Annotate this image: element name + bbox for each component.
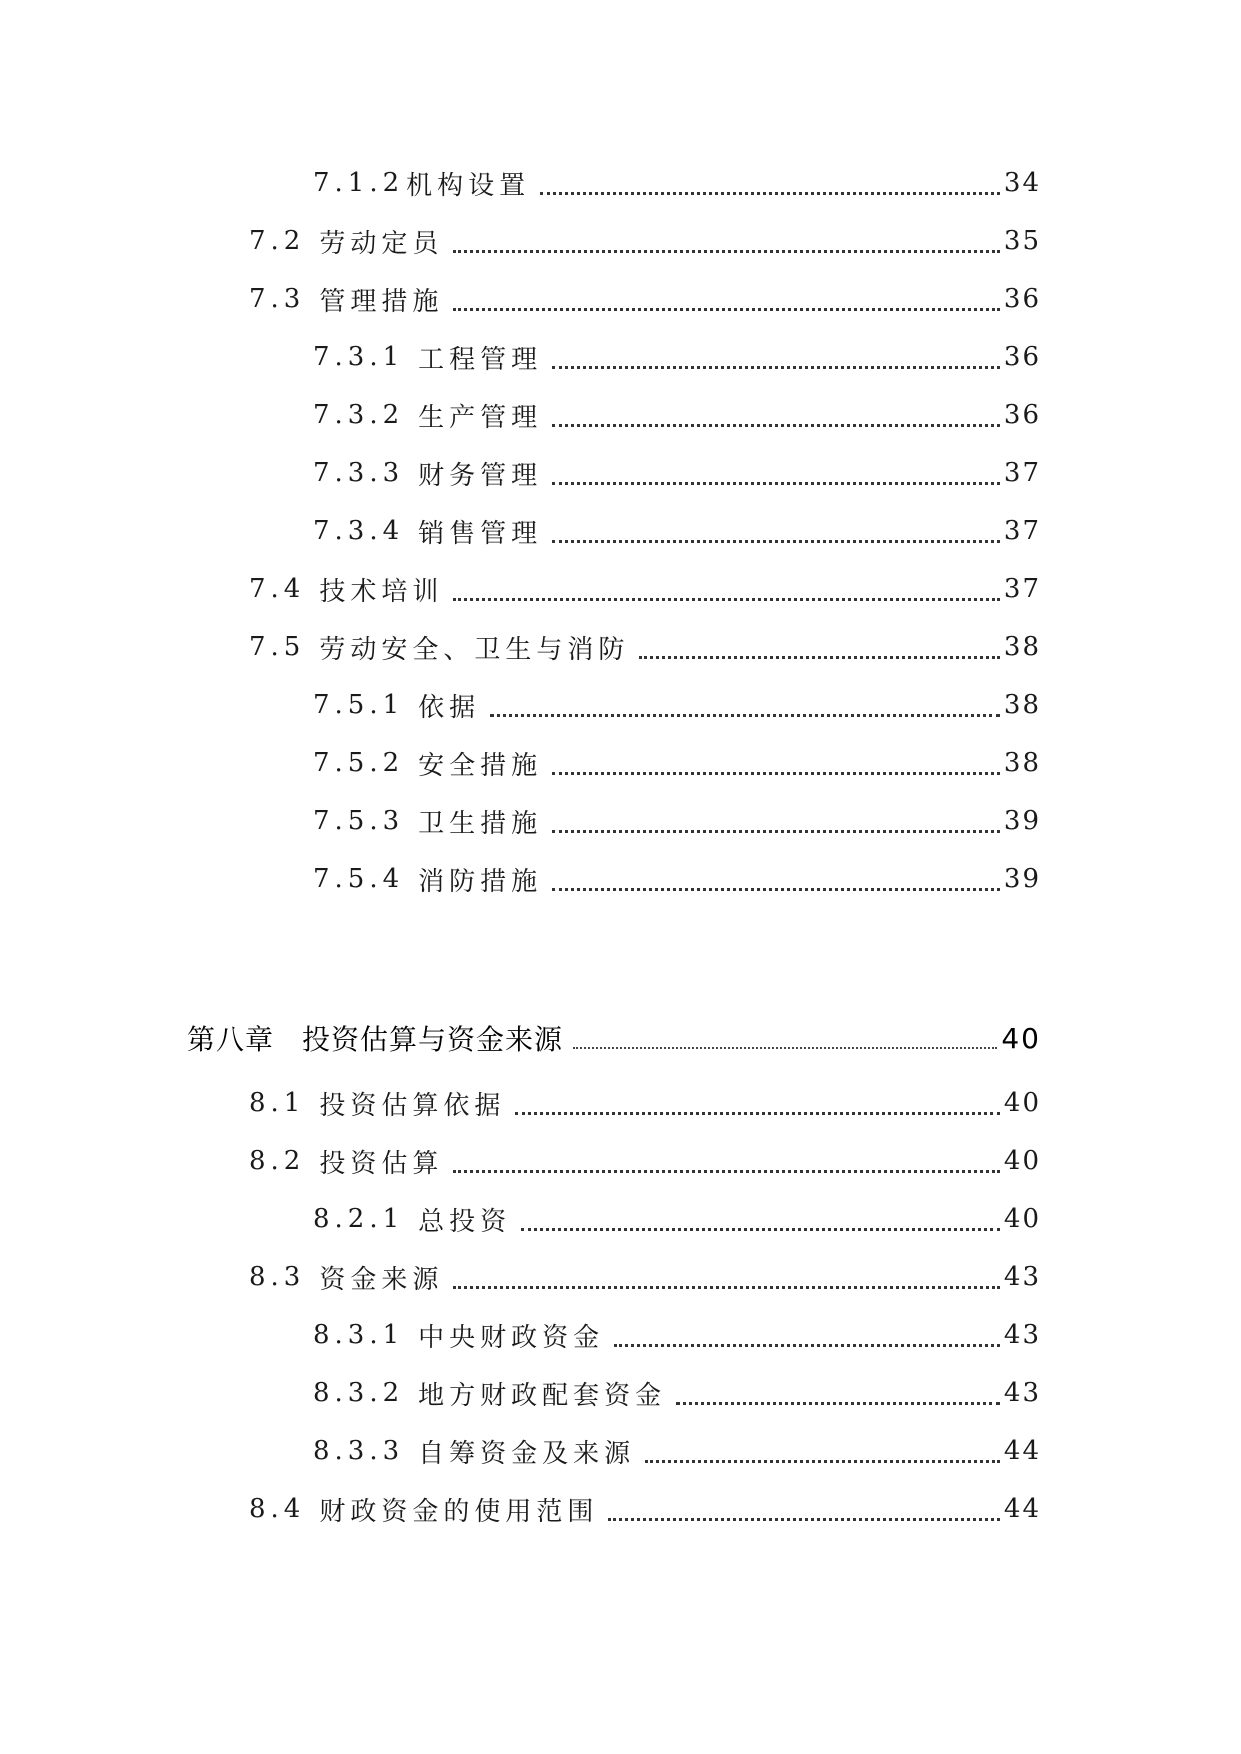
section-number: 7.1.2 (313, 168, 405, 198)
toc-entry-7-5-2[interactable] (313, 743, 1041, 783)
dot-leader (453, 598, 1000, 601)
section-title: 劳动安全、卫生与消防 (319, 634, 630, 665)
chapter-number: 第八章 (187, 1023, 275, 1056)
section-title: 财政资金的使用范围 (319, 1496, 599, 1527)
page-number: 39 (1003, 806, 1041, 836)
toc-entry-8-3-1[interactable] (313, 1315, 1041, 1355)
section-title: 依据 (418, 692, 481, 723)
section-title: 财务管理 (418, 460, 543, 491)
section-title: 投资估算 (319, 1148, 444, 1179)
dot-leader (521, 1228, 1000, 1231)
chapter-title: 投资估算与资金来源 (302, 1023, 564, 1056)
section-title: 劳动定员 (319, 228, 444, 259)
page-number: 43 (1003, 1262, 1041, 1292)
page-number: 43 (1003, 1378, 1041, 1408)
dot-leader (490, 714, 1000, 717)
dot-leader (552, 772, 1000, 775)
section-title: 工程管理 (418, 344, 543, 375)
dot-leader (676, 1402, 1000, 1405)
toc-entry-8-1[interactable] (249, 1083, 1041, 1123)
section-title: 资金来源 (319, 1264, 444, 1295)
section-number: 8.3.1 (313, 1320, 405, 1350)
toc-entry-chapter-8[interactable] (187, 1018, 1041, 1058)
page-number: 38 (1003, 748, 1041, 778)
section-number: 7.3 (249, 284, 306, 314)
section-number: 7.4 (249, 574, 306, 604)
toc-entry-7-3-3[interactable] (313, 453, 1041, 493)
section-number: 7.5.2 (313, 748, 405, 778)
section-number: 8.3 (249, 1262, 306, 1292)
section-number: 8.4 (249, 1494, 306, 1524)
page-number: 36 (1003, 284, 1041, 314)
toc-entry-7-3-2[interactable] (313, 395, 1041, 435)
page-number: 37 (1003, 574, 1041, 604)
toc-entry-7-3[interactable] (249, 279, 1041, 319)
page-number: 36 (1003, 342, 1041, 372)
page-number: 39 (1003, 864, 1041, 894)
section-number: 7.3.1 (313, 342, 405, 372)
page-number: 43 (1003, 1320, 1041, 1350)
dot-leader (552, 482, 1000, 485)
page-number: 38 (1003, 690, 1041, 720)
section-number: 8.2 (249, 1146, 306, 1176)
page-number: 40 (1003, 1204, 1041, 1234)
page-number: 44 (1003, 1436, 1041, 1466)
section-title: 自筹资金及来源 (418, 1438, 636, 1469)
section-title: 管理措施 (319, 286, 444, 317)
section-number: 7.5.4 (313, 864, 405, 894)
section-title: 中央财政资金 (418, 1322, 605, 1353)
dot-leader (552, 424, 1000, 427)
dot-leader (453, 1286, 1000, 1289)
section-title: 机构设置 (406, 170, 531, 201)
dot-leader (645, 1460, 1000, 1463)
dot-leader (453, 1170, 1000, 1173)
page-number: 37 (1003, 516, 1041, 546)
section-title: 卫生措施 (418, 808, 543, 839)
section-number: 8.3.3 (313, 1436, 405, 1466)
section-number: 8.3.2 (313, 1378, 405, 1408)
section-number: 8.2.1 (313, 1204, 405, 1234)
section-title: 地方财政配套资金 (418, 1380, 667, 1411)
dot-leader (552, 888, 1000, 891)
toc-entry-7-5-1[interactable] (313, 685, 1041, 725)
toc-entry-8-2-1[interactable] (313, 1199, 1041, 1239)
dot-leader (515, 1112, 1000, 1115)
section-title: 生产管理 (418, 402, 543, 433)
toc-entry-8-3-2[interactable] (313, 1373, 1041, 1413)
dot-leader (552, 366, 1000, 369)
section-title: 技术培训 (319, 576, 444, 607)
page-number: 35 (1003, 226, 1041, 256)
page-number: 40 (1001, 1021, 1041, 1055)
toc-entry-7-3-1[interactable] (313, 337, 1041, 377)
page-number: 34 (1003, 168, 1041, 198)
toc-entry-7-5-4[interactable] (313, 859, 1041, 899)
toc-entry-8-3-3[interactable] (313, 1431, 1041, 1471)
dot-leader (614, 1344, 1000, 1347)
dot-leader (540, 192, 1000, 195)
section-title: 投资估算依据 (319, 1090, 506, 1121)
toc-entry-7-5-3[interactable] (313, 801, 1041, 841)
dot-leader (453, 308, 1000, 311)
section-number: 8.1 (249, 1088, 306, 1118)
dot-leader (453, 250, 1000, 253)
section-number: 7.5 (249, 632, 306, 662)
page-number: 36 (1003, 400, 1041, 430)
section-title: 消防措施 (418, 866, 543, 897)
toc-entry-8-3[interactable] (249, 1257, 1041, 1297)
section-title: 总投资 (418, 1206, 512, 1237)
page-number: 38 (1003, 632, 1041, 662)
toc-entry-8-4[interactable] (249, 1489, 1041, 1529)
toc-entry-7-4[interactable] (249, 569, 1041, 609)
section-number: 7.3.2 (313, 400, 405, 430)
toc-entry-7-3-4[interactable] (313, 511, 1041, 551)
section-number: 7.5.1 (313, 690, 405, 720)
section-number: 7.2 (249, 226, 306, 256)
page-number: 37 (1003, 458, 1041, 488)
toc-entry-7-2[interactable] (249, 221, 1041, 261)
toc-entry-7-1-2[interactable] (313, 163, 1041, 203)
page-number: 40 (1003, 1088, 1041, 1118)
page-number: 40 (1003, 1146, 1041, 1176)
toc-entry-7-5[interactable] (249, 627, 1041, 667)
dot-leader (552, 830, 1000, 833)
dot-leader (573, 1047, 997, 1049)
dot-leader (552, 540, 1000, 543)
section-number: 7.3.4 (313, 516, 405, 546)
dot-leader (639, 656, 1000, 659)
page-number: 44 (1003, 1494, 1041, 1524)
dot-leader (608, 1518, 1000, 1521)
section-title: 安全措施 (418, 750, 543, 781)
section-title: 销售管理 (418, 518, 543, 549)
toc-entry-8-2[interactable] (249, 1141, 1041, 1181)
section-number: 7.5.3 (313, 806, 405, 836)
section-number: 7.3.3 (313, 458, 405, 488)
